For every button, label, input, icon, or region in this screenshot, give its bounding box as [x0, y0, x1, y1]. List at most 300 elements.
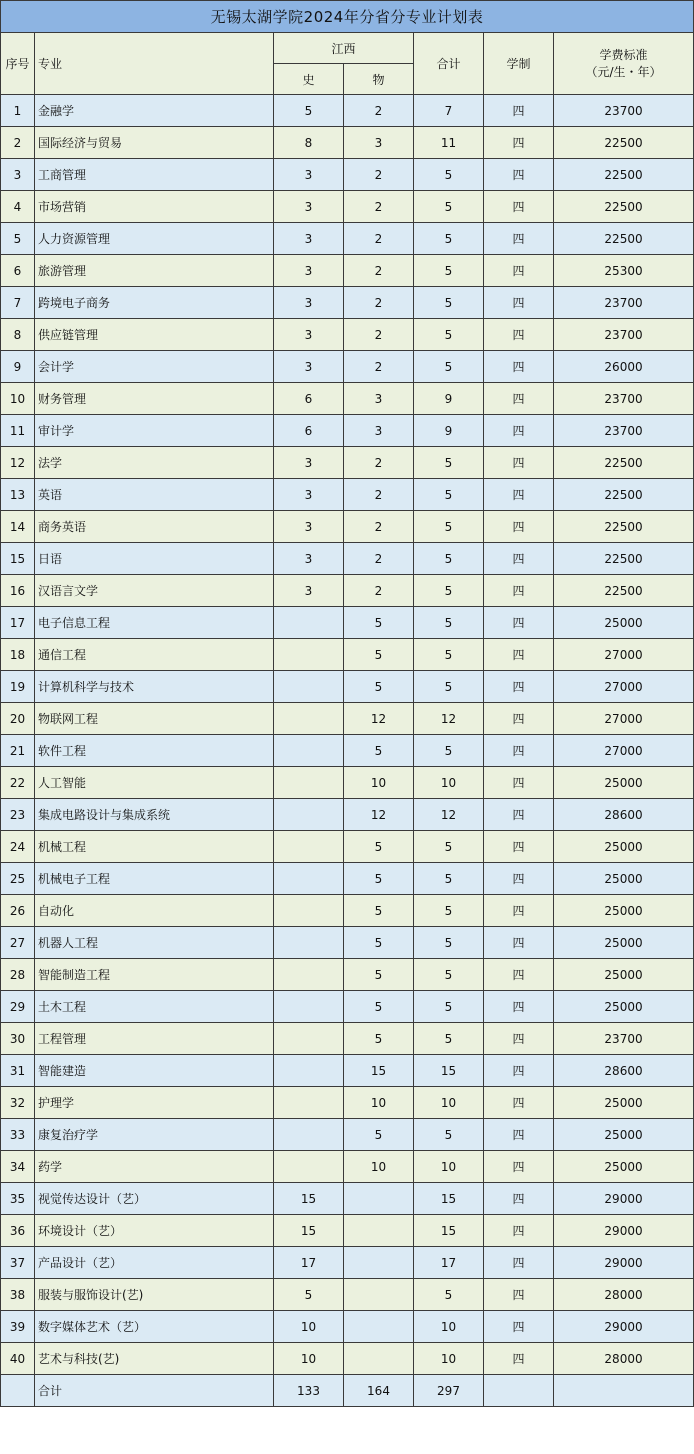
- cell-total: 5: [414, 287, 484, 319]
- table-row: [1, 127, 694, 159]
- cell-fee: 27000: [554, 735, 694, 767]
- cell-major: 跨境电子商务: [35, 287, 274, 319]
- cell-total: 5: [414, 927, 484, 959]
- cell-duration: 四: [484, 383, 554, 415]
- cell-seq: 25: [1, 863, 35, 895]
- cell-major: 财务管理: [35, 383, 274, 415]
- cell-total: 5: [414, 607, 484, 639]
- cell-major: 人力资源管理: [35, 223, 274, 255]
- cell-seq: 40: [1, 1343, 35, 1375]
- cell-seq: 33: [1, 1119, 35, 1151]
- cell-history: [274, 703, 344, 735]
- cell-duration: 四: [484, 1279, 554, 1311]
- cell-major: 汉语言文学: [35, 575, 274, 607]
- cell-physics: 5: [344, 991, 414, 1023]
- cell-history: 3: [274, 479, 344, 511]
- totals-fee-cell: [554, 1375, 694, 1407]
- cell-major: 市场营销: [35, 191, 274, 223]
- cell-physics: [344, 1183, 414, 1215]
- cell-fee: 23700: [554, 319, 694, 351]
- cell-physics: 5: [344, 863, 414, 895]
- cell-seq: 24: [1, 831, 35, 863]
- cell-fee: 25000: [554, 1151, 694, 1183]
- cell-fee: 25000: [554, 831, 694, 863]
- cell-history: 10: [274, 1343, 344, 1375]
- cell-duration: 四: [484, 1247, 554, 1279]
- cell-seq: 29: [1, 991, 35, 1023]
- cell-physics: 3: [344, 415, 414, 447]
- cell-physics: 3: [344, 383, 414, 415]
- cell-history: 3: [274, 319, 344, 351]
- cell-duration: 四: [484, 415, 554, 447]
- table-row: [1, 831, 694, 863]
- cell-total: 5: [414, 447, 484, 479]
- cell-total: 5: [414, 1023, 484, 1055]
- table-row: [1, 1055, 694, 1087]
- cell-total: 11: [414, 127, 484, 159]
- table-row: [1, 703, 694, 735]
- cell-major: 会计学: [35, 351, 274, 383]
- cell-fee: 22500: [554, 127, 694, 159]
- cell-major: 集成电路设计与集成系统: [35, 799, 274, 831]
- cell-duration: 四: [484, 1311, 554, 1343]
- cell-physics: 2: [344, 223, 414, 255]
- cell-major: 计算机科学与技术: [35, 671, 274, 703]
- table-row: [1, 735, 694, 767]
- cell-total: 17: [414, 1247, 484, 1279]
- cell-history: 3: [274, 511, 344, 543]
- table-row: [1, 959, 694, 991]
- cell-duration: 四: [484, 127, 554, 159]
- cell-fee: 26000: [554, 351, 694, 383]
- cell-seq: 16: [1, 575, 35, 607]
- header-major: 专业: [35, 33, 274, 95]
- cell-total: 5: [414, 479, 484, 511]
- cell-fee: 25000: [554, 607, 694, 639]
- cell-duration: 四: [484, 607, 554, 639]
- cell-physics: 2: [344, 447, 414, 479]
- cell-history: 6: [274, 415, 344, 447]
- cell-physics: [344, 1215, 414, 1247]
- cell-history: 17: [274, 1247, 344, 1279]
- cell-history: [274, 831, 344, 863]
- cell-fee: 22500: [554, 159, 694, 191]
- cell-physics: 2: [344, 511, 414, 543]
- table-row: [1, 895, 694, 927]
- cell-duration: 四: [484, 1023, 554, 1055]
- cell-seq: 1: [1, 95, 35, 127]
- cell-seq: 4: [1, 191, 35, 223]
- cell-seq: 2: [1, 127, 35, 159]
- cell-history: 15: [274, 1183, 344, 1215]
- cell-duration: 四: [484, 895, 554, 927]
- table-row: [1, 799, 694, 831]
- cell-physics: 12: [344, 799, 414, 831]
- cell-history: 5: [274, 1279, 344, 1311]
- cell-physics: [344, 1247, 414, 1279]
- cell-total: 9: [414, 383, 484, 415]
- cell-fee: 22500: [554, 223, 694, 255]
- header-seq: 序号: [1, 33, 35, 95]
- table-row: [1, 1279, 694, 1311]
- cell-seq: 13: [1, 479, 35, 511]
- cell-history: [274, 671, 344, 703]
- table-row: [1, 767, 694, 799]
- cell-fee: 28000: [554, 1343, 694, 1375]
- cell-fee: 27000: [554, 671, 694, 703]
- cell-total: 5: [414, 351, 484, 383]
- cell-physics: 2: [344, 319, 414, 351]
- cell-fee: 25000: [554, 991, 694, 1023]
- cell-duration: 四: [484, 735, 554, 767]
- cell-history: 3: [274, 287, 344, 319]
- cell-duration: 四: [484, 671, 554, 703]
- cell-duration: 四: [484, 959, 554, 991]
- cell-fee: 27000: [554, 639, 694, 671]
- cell-duration: 四: [484, 511, 554, 543]
- table-row: [1, 191, 694, 223]
- cell-total: 5: [414, 543, 484, 575]
- cell-physics: 2: [344, 351, 414, 383]
- cell-total: 10: [414, 1343, 484, 1375]
- cell-total: 5: [414, 319, 484, 351]
- table-row: [1, 671, 694, 703]
- cell-seq: 15: [1, 543, 35, 575]
- cell-seq: 22: [1, 767, 35, 799]
- cell-total: 10: [414, 1087, 484, 1119]
- cell-major: 土木工程: [35, 991, 274, 1023]
- cell-major: 视觉传达设计（艺）: [35, 1183, 274, 1215]
- cell-fee: 29000: [554, 1247, 694, 1279]
- cell-physics: 10: [344, 1087, 414, 1119]
- cell-physics: 5: [344, 831, 414, 863]
- cell-physics: 5: [344, 671, 414, 703]
- cell-history: [274, 799, 344, 831]
- table-row: [1, 1087, 694, 1119]
- table-row: [1, 319, 694, 351]
- cell-physics: 5: [344, 895, 414, 927]
- table-row: [1, 927, 694, 959]
- table-row: [1, 415, 694, 447]
- cell-total: 5: [414, 511, 484, 543]
- header-fee-line2: （元/生・年）: [585, 64, 662, 79]
- cell-fee: 23700: [554, 287, 694, 319]
- cell-seq: 5: [1, 223, 35, 255]
- cell-major: 智能建造: [35, 1055, 274, 1087]
- cell-total: 5: [414, 831, 484, 863]
- cell-major: 工程管理: [35, 1023, 274, 1055]
- cell-total: 5: [414, 1279, 484, 1311]
- totals-total: 297: [414, 1375, 484, 1407]
- cell-seq: 38: [1, 1279, 35, 1311]
- cell-seq: 19: [1, 671, 35, 703]
- cell-total: 15: [414, 1055, 484, 1087]
- cell-physics: 5: [344, 735, 414, 767]
- cell-history: [274, 767, 344, 799]
- cell-major: 机械电子工程: [35, 863, 274, 895]
- cell-fee: 23700: [554, 1023, 694, 1055]
- table-row: [1, 351, 694, 383]
- cell-physics: [344, 1343, 414, 1375]
- cell-major: 法学: [35, 447, 274, 479]
- cell-major: 环境设计（艺）: [35, 1215, 274, 1247]
- cell-fee: 27000: [554, 703, 694, 735]
- cell-fee: 23700: [554, 383, 694, 415]
- table-row: [1, 447, 694, 479]
- cell-total: 15: [414, 1215, 484, 1247]
- cell-duration: 四: [484, 543, 554, 575]
- cell-total: 10: [414, 767, 484, 799]
- cell-seq: 39: [1, 1311, 35, 1343]
- cell-total: 12: [414, 799, 484, 831]
- cell-physics: 2: [344, 479, 414, 511]
- cell-total: 15: [414, 1183, 484, 1215]
- cell-duration: 四: [484, 223, 554, 255]
- cell-seq: 31: [1, 1055, 35, 1087]
- table-row: [1, 511, 694, 543]
- cell-history: 3: [274, 191, 344, 223]
- cell-physics: 5: [344, 927, 414, 959]
- cell-history: [274, 895, 344, 927]
- table-row: [1, 287, 694, 319]
- header-fee-line1: 学费标准: [599, 47, 648, 62]
- cell-total: 5: [414, 255, 484, 287]
- cell-major: 服装与服饰设计(艺): [35, 1279, 274, 1311]
- cell-physics: 2: [344, 95, 414, 127]
- cell-physics: [344, 1311, 414, 1343]
- cell-physics: 5: [344, 959, 414, 991]
- cell-fee: 23700: [554, 95, 694, 127]
- cell-major: 旅游管理: [35, 255, 274, 287]
- cell-major: 软件工程: [35, 735, 274, 767]
- cell-history: 8: [274, 127, 344, 159]
- table-row: [1, 863, 694, 895]
- cell-major: 康复治疗学: [35, 1119, 274, 1151]
- cell-seq: 11: [1, 415, 35, 447]
- cell-fee: 25000: [554, 895, 694, 927]
- cell-fee: 23700: [554, 415, 694, 447]
- cell-fee: 28600: [554, 799, 694, 831]
- totals-row: [1, 1375, 694, 1407]
- cell-history: 3: [274, 223, 344, 255]
- cell-history: 3: [274, 255, 344, 287]
- cell-history: 3: [274, 159, 344, 191]
- table-row: [1, 95, 694, 127]
- cell-duration: 四: [484, 479, 554, 511]
- table-row: [1, 479, 694, 511]
- totals-seq-cell: [1, 1375, 35, 1407]
- cell-fee: 22500: [554, 447, 694, 479]
- table-row: [1, 543, 694, 575]
- cell-duration: 四: [484, 287, 554, 319]
- cell-major: 护理学: [35, 1087, 274, 1119]
- cell-history: [274, 639, 344, 671]
- table-row: [1, 255, 694, 287]
- cell-total: 12: [414, 703, 484, 735]
- cell-major: 工商管理: [35, 159, 274, 191]
- cell-duration: 四: [484, 927, 554, 959]
- cell-duration: 四: [484, 1343, 554, 1375]
- cell-fee: 29000: [554, 1215, 694, 1247]
- cell-duration: 四: [484, 191, 554, 223]
- cell-major: 自动化: [35, 895, 274, 927]
- cell-seq: 3: [1, 159, 35, 191]
- cell-major: 机器人工程: [35, 927, 274, 959]
- cell-fee: 25000: [554, 1119, 694, 1151]
- table-row: [1, 991, 694, 1023]
- table-row: [1, 1023, 694, 1055]
- cell-total: 10: [414, 1151, 484, 1183]
- header-physics: 物: [344, 64, 414, 95]
- cell-physics: 10: [344, 767, 414, 799]
- cell-major: 国际经济与贸易: [35, 127, 274, 159]
- cell-duration: 四: [484, 703, 554, 735]
- header-fee: [554, 33, 694, 95]
- cell-physics: 5: [344, 607, 414, 639]
- cell-duration: 四: [484, 1055, 554, 1087]
- cell-fee: 22500: [554, 543, 694, 575]
- cell-total: 5: [414, 959, 484, 991]
- cell-seq: 37: [1, 1247, 35, 1279]
- totals-physics: 164: [344, 1375, 414, 1407]
- cell-major: 审计学: [35, 415, 274, 447]
- cell-seq: 9: [1, 351, 35, 383]
- cell-total: 5: [414, 191, 484, 223]
- cell-duration: 四: [484, 863, 554, 895]
- cell-seq: 36: [1, 1215, 35, 1247]
- cell-physics: 12: [344, 703, 414, 735]
- table-row: [1, 607, 694, 639]
- table-title: 无锡太湖学院2024年分省分专业计划表: [1, 1, 694, 33]
- cell-seq: 14: [1, 511, 35, 543]
- cell-total: 5: [414, 1119, 484, 1151]
- cell-physics: 2: [344, 159, 414, 191]
- cell-history: 6: [274, 383, 344, 415]
- totals-label: 合计: [35, 1375, 274, 1407]
- cell-fee: 25000: [554, 959, 694, 991]
- cell-duration: 四: [484, 639, 554, 671]
- cell-total: 7: [414, 95, 484, 127]
- table-row: [1, 1311, 694, 1343]
- cell-duration: 四: [484, 991, 554, 1023]
- cell-major: 商务英语: [35, 511, 274, 543]
- cell-fee: 25000: [554, 927, 694, 959]
- cell-duration: 四: [484, 1119, 554, 1151]
- cell-seq: 28: [1, 959, 35, 991]
- header-total: 合计: [414, 33, 484, 95]
- cell-total: 5: [414, 575, 484, 607]
- cell-duration: 四: [484, 1151, 554, 1183]
- cell-total: 9: [414, 415, 484, 447]
- cell-history: [274, 735, 344, 767]
- cell-seq: 21: [1, 735, 35, 767]
- cell-physics: 3: [344, 127, 414, 159]
- cell-major: 电子信息工程: [35, 607, 274, 639]
- cell-total: 5: [414, 895, 484, 927]
- cell-physics: 2: [344, 255, 414, 287]
- cell-major: 产品设计（艺）: [35, 1247, 274, 1279]
- cell-seq: 6: [1, 255, 35, 287]
- cell-duration: 四: [484, 575, 554, 607]
- cell-history: [274, 1151, 344, 1183]
- cell-major: 供应链管理: [35, 319, 274, 351]
- cell-major: 英语: [35, 479, 274, 511]
- cell-duration: 四: [484, 255, 554, 287]
- cell-fee: 22500: [554, 511, 694, 543]
- cell-fee: 28000: [554, 1279, 694, 1311]
- totals-history: 133: [274, 1375, 344, 1407]
- cell-physics: 2: [344, 287, 414, 319]
- cell-duration: 四: [484, 351, 554, 383]
- cell-duration: 四: [484, 319, 554, 351]
- cell-major: 人工智能: [35, 767, 274, 799]
- cell-history: [274, 959, 344, 991]
- cell-physics: [344, 1279, 414, 1311]
- cell-total: 5: [414, 159, 484, 191]
- table-row: [1, 1151, 694, 1183]
- cell-major: 金融学: [35, 95, 274, 127]
- cell-seq: 10: [1, 383, 35, 415]
- cell-duration: 四: [484, 767, 554, 799]
- cell-history: 3: [274, 447, 344, 479]
- cell-fee: 22500: [554, 191, 694, 223]
- cell-total: 5: [414, 671, 484, 703]
- cell-physics: 5: [344, 1119, 414, 1151]
- cell-history: 3: [274, 351, 344, 383]
- cell-major: 智能制造工程: [35, 959, 274, 991]
- cell-physics: 2: [344, 575, 414, 607]
- cell-fee: 29000: [554, 1311, 694, 1343]
- cell-major: 物联网工程: [35, 703, 274, 735]
- cell-seq: 18: [1, 639, 35, 671]
- cell-major: 艺术与科技(艺): [35, 1343, 274, 1375]
- cell-total: 5: [414, 639, 484, 671]
- table-row: [1, 223, 694, 255]
- table-row: [1, 639, 694, 671]
- cell-seq: 35: [1, 1183, 35, 1215]
- cell-fee: 28600: [554, 1055, 694, 1087]
- cell-fee: 25000: [554, 863, 694, 895]
- cell-seq: 12: [1, 447, 35, 479]
- cell-duration: 四: [484, 1183, 554, 1215]
- cell-major: 数字媒体艺术（艺）: [35, 1311, 274, 1343]
- cell-fee: 25000: [554, 767, 694, 799]
- cell-major: 机械工程: [35, 831, 274, 863]
- cell-history: 5: [274, 95, 344, 127]
- cell-total: 5: [414, 223, 484, 255]
- header-duration: 学制: [484, 33, 554, 95]
- cell-physics: 10: [344, 1151, 414, 1183]
- cell-seq: 32: [1, 1087, 35, 1119]
- totals-duration-cell: [484, 1375, 554, 1407]
- cell-physics: 2: [344, 191, 414, 223]
- table-row: [1, 1343, 694, 1375]
- cell-fee: 25300: [554, 255, 694, 287]
- cell-duration: 四: [484, 95, 554, 127]
- cell-seq: 30: [1, 1023, 35, 1055]
- cell-fee: 29000: [554, 1183, 694, 1215]
- table-row: [1, 575, 694, 607]
- cell-major: 通信工程: [35, 639, 274, 671]
- table-row: [1, 1247, 694, 1279]
- cell-fee: 22500: [554, 479, 694, 511]
- cell-history: 15: [274, 1215, 344, 1247]
- cell-seq: 7: [1, 287, 35, 319]
- cell-physics: 2: [344, 543, 414, 575]
- cell-history: [274, 1119, 344, 1151]
- table-body: [1, 95, 694, 1375]
- cell-history: [274, 607, 344, 639]
